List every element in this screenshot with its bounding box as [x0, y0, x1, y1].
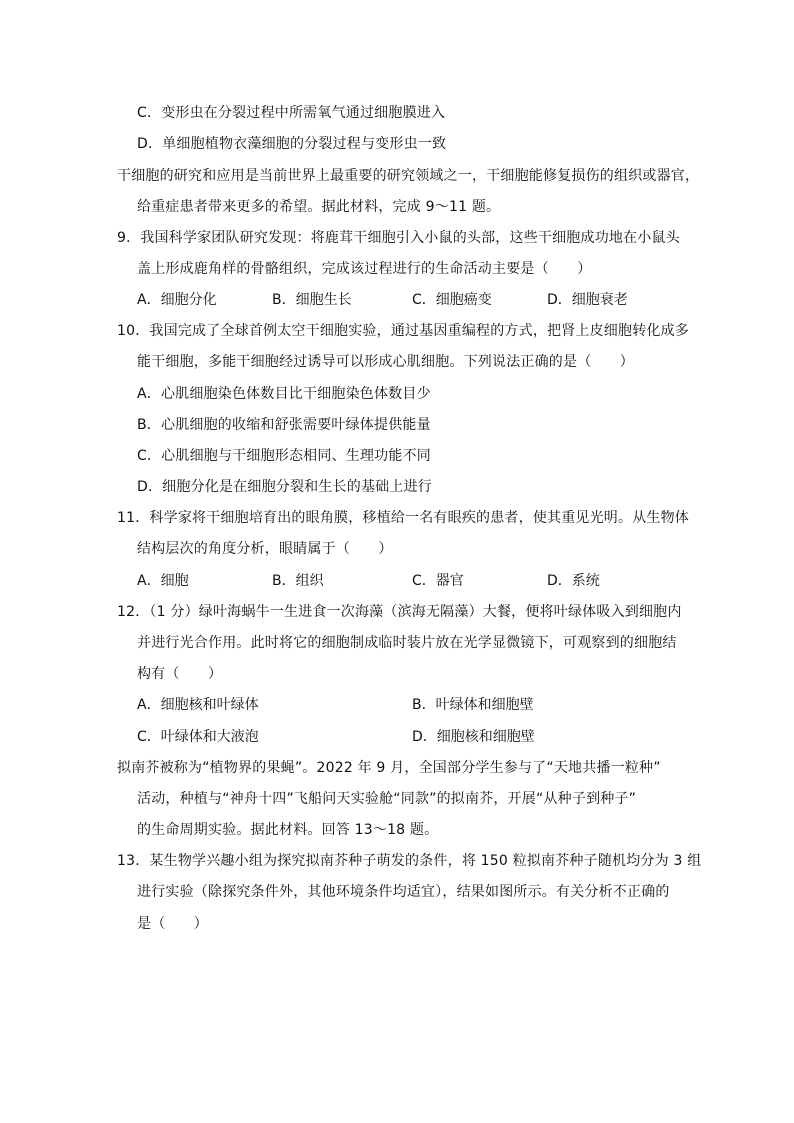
q10-stem-line2: 能干细胞，多能干细胞经过诱导可以形成心肌细胞。下列说法正确的是（ ） — [137, 354, 634, 370]
q13-stem-line1: 13．某生物学兴趣小组为探究拟南芥种子萌发的条件，将 150 粒拟南芥种子随机均分为 3 组 — [117, 853, 702, 869]
q10-stem-line1: 10．我国完成了全球首例太空干细胞实验，通过基因重编程的方式，把肾上皮细胞转化成多 — [117, 323, 690, 339]
q9-stem-line1: 9．我国科学家团队研究发现：将鹿茸干细胞引入小鼠的头部，这些干细胞成功地在小鼠头 — [117, 230, 680, 246]
q8-option-d: D．单细胞植物衣藻细胞的分裂过程与变形虫一致 — [137, 136, 447, 152]
q10-option-c: C．心肌细胞与干细胞形态相同、生理功能不同 — [137, 448, 431, 464]
q8-option-c: C．变形虫在分裂过程中所需氧气通过细胞膜进入 — [137, 105, 446, 121]
passage-stem-cells-line2: 给重症患者带来更多的希望。据此材料，完成 9～11 题。 — [137, 199, 501, 215]
q13-stem-line3: 是（ ） — [137, 916, 208, 932]
q9-option-a: A．细胞分化 — [137, 292, 217, 308]
q12-option-b: B．叶绿体和细胞壁 — [412, 697, 534, 713]
q11-option-d: D．系统 — [547, 573, 600, 589]
q10-option-b: B．心肌细胞的收缩和舒张需要叶绿体提供能量 — [137, 417, 431, 433]
q10-option-d: D．细胞分化是在细胞分裂和生长的基础上进行 — [137, 479, 432, 495]
q9-option-d: D．细胞衰老 — [547, 292, 628, 308]
q12-stem-line1: 12．（1 分）绿叶海蜗牛一生进食一次海藻（滨海无隔藻）大餐，便将叶绿体吸入到细胞内 — [117, 604, 682, 620]
q12-option-d: D．细胞核和细胞壁 — [412, 729, 535, 745]
q12-stem-line2: 并进行光合作用。此时将它的细胞制成临时装片放在光学显微镜下，可观察到的细胞结 — [137, 635, 677, 651]
q11-option-b: B．组织 — [272, 573, 324, 589]
passage-arabidopsis-line1: 拟南芥被称为“植物界的果蝇”。2022 年 9 月，全国部分学生参与了“天地共播一粒种” — [117, 760, 661, 776]
q9-stem-line2: 盖上形成鹿角样的骨骼组织，完成该过程进行的生命活动主要是（ ） — [137, 261, 592, 277]
q11-stem-line1: 11．科学家将干细胞培育出的眼角膜，移植给一名有眼疾的患者，使其重见光明。从生物体 — [117, 510, 690, 526]
q10-option-a: A．心肌细胞染色体数目比干细胞染色体数目少 — [137, 386, 431, 402]
q9-option-c: C．细胞癌变 — [412, 292, 492, 308]
q12-option-a: A．细胞核和叶绿体 — [137, 697, 259, 713]
q11-option-c: C．器官 — [412, 573, 464, 589]
passage-arabidopsis-line3: 的生命周期实验。据此材料。回答 13～18 题。 — [137, 822, 439, 838]
q11-stem-line2: 结构层次的角度分析，眼睛属于（ ） — [137, 541, 393, 557]
q9-option-b: B．细胞生长 — [272, 292, 352, 308]
q11-option-a: A．细胞 — [137, 573, 189, 589]
q12-stem-line3: 构有（ ） — [137, 666, 223, 682]
q13-stem-line2: 进行实验（除探究条件外，其他环境条件均适宜），结果如图所示。有关分析不正确的 — [137, 884, 670, 900]
passage-stem-cells-line1: 干细胞的研究和应用是当前世界上最重要的研究领域之一，干细胞能修复损伤的组织或器官， — [117, 168, 700, 184]
q12-option-c: C．叶绿体和大液泡 — [137, 729, 259, 745]
passage-arabidopsis-line2: 活动，种植与“神舟十四”飞船问天实验舱“同款”的拟南芥，开展“从种子到种子” — [137, 791, 637, 807]
